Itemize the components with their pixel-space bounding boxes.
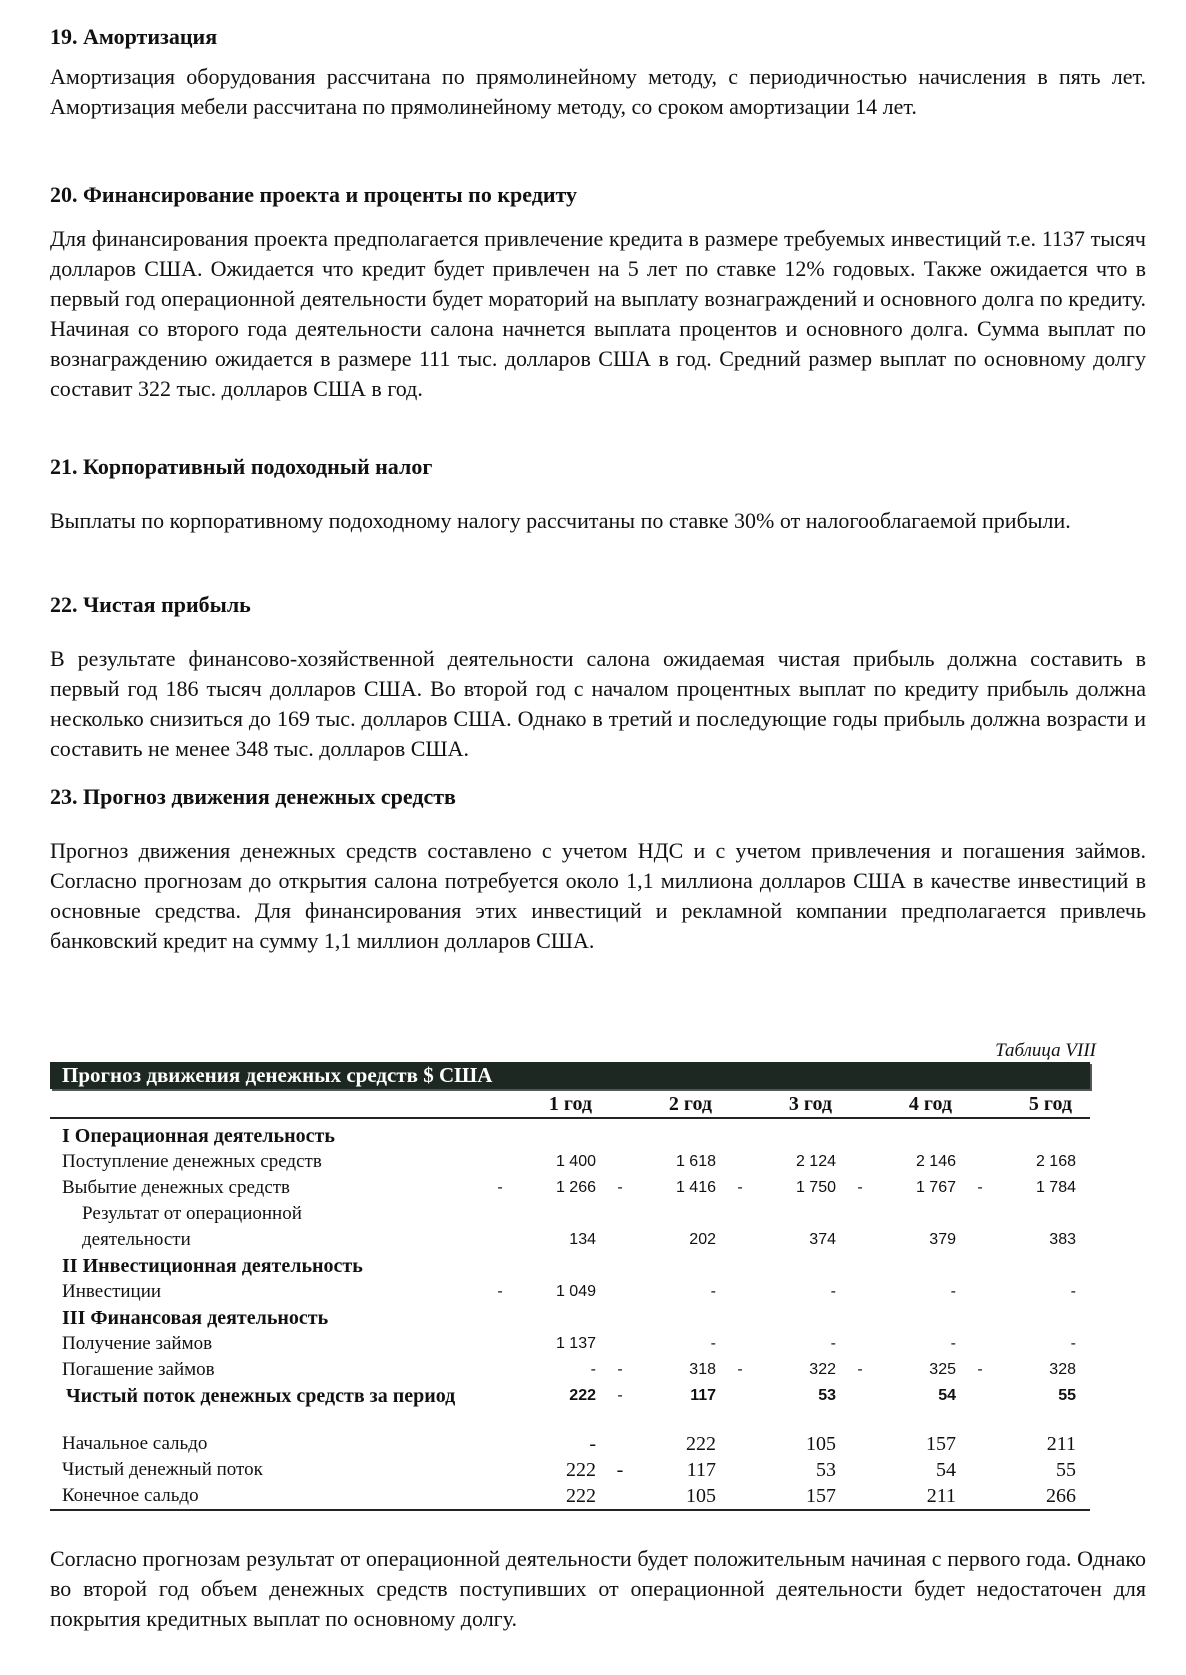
table-cell [730,1175,850,1201]
row-label: Погашение займов [62,1359,215,1380]
category-label: II Инвестиционная деятельность [62,1255,363,1277]
negative-sign [730,1331,750,1357]
negative-sign [730,1457,750,1483]
cell-value: - [950,1283,956,1300]
negative-sign: - [977,1361,983,1378]
row-label: Чистый денежный поток [62,1459,263,1480]
table-cell [490,1331,610,1357]
table-cell [730,1227,850,1253]
cell-value: 325 [929,1361,956,1378]
negative-sign [850,1383,870,1409]
negative-sign [610,1331,630,1357]
table-cell [490,1483,610,1509]
cell-value: 222 [569,1387,596,1404]
section-19 [50,22,1146,122]
cell-value: 53 [816,1459,836,1481]
paragraph-body: Согласно прогнозам результат от операционной деятельности будет положительным начиная с первого года. Однако во второй год объем денежных средств поступивших от операционной деятельности будет недостаточен для покрытия кредитных выплат по основному долгу. [50,1546,1146,1631]
cell-value: 1 767 [915,1179,956,1196]
negative-sign: - [616,1459,624,1481]
column-header: 2 год [668,1093,712,1115]
table-cell [490,1227,610,1253]
negative-sign [490,1457,510,1483]
negative-sign: - [497,1179,503,1196]
table-row [50,1201,1090,1253]
category-label: I Операционная деятельность [62,1125,335,1147]
cell-value: 211 [926,1485,956,1507]
section-heading: 21. Корпоративный подоходный налог [50,454,433,479]
negative-sign [490,1483,510,1509]
negative-sign: - [617,1387,623,1404]
section-heading: 23. Прогноз движения денежных средств [50,784,456,809]
cell-value: 374 [809,1231,836,1248]
negative-sign [850,1457,870,1483]
section-body: Выплаты по корпоративному подоходному налогу рассчитаны по ставке 30% от налогооблагаемой прибыли. [50,508,1071,533]
cell-value: - [1070,1335,1076,1352]
negative-sign [730,1149,750,1175]
cell-value: 202 [689,1231,716,1248]
cell-value: 1 618 [675,1153,716,1170]
table-cell [850,1357,970,1383]
table-cell [850,1483,970,1509]
table-cell [610,1483,730,1509]
table-cell [970,1149,1090,1175]
cell-value: - [950,1335,956,1352]
negative-sign [970,1457,990,1483]
negative-sign [490,1227,510,1253]
section-body: Амортизация оборудования рассчитана по прямолинейному методу, с периодичностью начисления в пять лет. Амортизация мебели рассчитана по прямолинейному методу, со сроком амортизации 14 лет. [50,64,1146,119]
negative-sign [490,1357,510,1383]
table-cell [490,1431,610,1457]
negative-sign [850,1227,870,1253]
table-cell [850,1383,970,1409]
table-cell [970,1175,1090,1201]
cell-value: - [589,1433,596,1455]
section-heading: 19. Амортизация [50,24,218,49]
table-cell [610,1331,730,1357]
table-cell [730,1331,850,1357]
cell-value: 211 [1046,1433,1076,1455]
cell-value: 1 416 [675,1179,716,1196]
table-cell [730,1431,850,1457]
cell-value: 53 [818,1387,836,1404]
cell-value: 117 [690,1387,716,1404]
cell-value: 54 [938,1387,956,1404]
table-cell [970,1483,1090,1509]
row-label: Начальное сальдо [62,1433,208,1454]
section-21 [50,452,1146,536]
table-category-row [50,1123,1090,1149]
cell-value: 318 [689,1361,716,1378]
table-row [50,1431,1090,1457]
negative-sign [970,1383,990,1409]
section-heading: 22. Чистая прибыль [50,592,251,617]
negative-sign: - [977,1179,983,1196]
row-label-line: Результат от операционной [82,1203,302,1224]
cell-value: 1 266 [555,1179,596,1196]
row-label [50,1201,490,1253]
table-row [50,1457,1090,1483]
cell-value: 2 124 [795,1153,836,1170]
table-cell [610,1457,730,1483]
table-cell [490,1457,610,1483]
negative-sign [730,1431,750,1457]
negative-sign [850,1279,870,1305]
table-cell [730,1457,850,1483]
table-row [50,1383,1090,1409]
table-cell [490,1383,610,1409]
table-cell [970,1383,1090,1409]
table-cell [610,1175,730,1201]
negative-sign: - [857,1361,863,1378]
table-cell [730,1357,850,1383]
table-cell [850,1431,970,1457]
table-row [50,1483,1090,1511]
final-paragraph [50,1544,1146,1634]
table-cell [970,1227,1090,1253]
cell-value: 2 146 [915,1153,956,1170]
section-body: В результате финансово-хозяйственной деятельности салона ожидаемая чистая прибыль должна составить в первый год 186 тысяч долларов США. Во второй год с началом процентных выплат по кредиту прибыль должна несколько снизиться до 169 тыс. долларов США. Однако в третий и последующие годы прибыль должна возрасти и составить не менее 348 тыс. долларов США. [50,646,1146,761]
negative-sign [850,1483,870,1509]
row-label-line: деятельности [82,1229,191,1250]
negative-sign [610,1279,630,1305]
cell-value: - [710,1335,716,1352]
table-row [50,1331,1090,1357]
cell-value: 1 049 [555,1283,596,1300]
negative-sign [490,1331,510,1357]
negative-sign [490,1383,510,1409]
table-cell [610,1279,730,1305]
row-label: Конечное сальдо [62,1485,199,1506]
row-label: Инвестиции [62,1281,162,1302]
negative-sign: - [617,1361,623,1378]
table-cell [970,1457,1090,1483]
cell-value: 322 [809,1361,836,1378]
table-row [50,1175,1090,1201]
cell-value: 1 400 [555,1153,596,1170]
row-label: Чистый поток денежных средств за период [66,1385,456,1407]
table-title: Прогноз движения денежных средств $ США [50,1062,1090,1089]
row-label: Получение займов [62,1333,213,1354]
table-column-headers [50,1089,1090,1119]
table-row [50,1357,1090,1383]
negative-sign [730,1483,750,1509]
table-cell [850,1149,970,1175]
row-label: Выбытие денежных средств [62,1177,291,1198]
section-23 [50,782,1146,956]
table-cell [610,1383,730,1409]
column-header: 4 год [908,1093,952,1115]
table-cell [850,1331,970,1357]
table-cell [730,1149,850,1175]
cell-value: 1 784 [1035,1179,1076,1196]
table-category-row [50,1305,1090,1331]
cell-value: 117 [686,1459,716,1481]
table-cell [850,1457,970,1483]
category-label: III Финансовая деятельность [62,1307,329,1329]
negative-sign [730,1227,750,1253]
cell-value: 157 [806,1485,836,1507]
negative-sign [850,1431,870,1457]
cell-value: 157 [926,1433,956,1455]
negative-sign: - [497,1283,503,1300]
section-22 [50,590,1146,764]
negative-sign [610,1149,630,1175]
negative-sign: - [617,1179,623,1196]
table-cell [970,1357,1090,1383]
negative-sign [850,1149,870,1175]
negative-sign [490,1431,510,1457]
table-cell [610,1149,730,1175]
cell-value: 105 [686,1485,716,1507]
table-cell [970,1279,1090,1305]
table-cell [490,1149,610,1175]
table-cell [730,1279,850,1305]
section-body: Прогноз движения денежных средств составлено с учетом НДС и с учетом привлечения и погашения займов. Согласно прогнозам до открытия салона потребуется около 1,1 миллиона долларов США в качестве инвестиций в основные средства. Для финансирования этих инвестиций и рекламной компании предполагается привлечь банковский кредит на сумму 1,1 миллион долларов США. [50,838,1146,953]
negative-sign [970,1331,990,1357]
negative-sign [730,1279,750,1305]
negative-sign: - [737,1361,743,1378]
table-cell [730,1483,850,1509]
table-cell [610,1227,730,1253]
table-cell [970,1431,1090,1457]
cell-value: 1 137 [555,1335,596,1352]
cell-value: - [1070,1283,1076,1300]
section-20 [50,180,1146,404]
table-cell [730,1383,850,1409]
table-cell [490,1357,610,1383]
cell-value: 55 [1058,1387,1076,1404]
row-label: Поступление денежных средств [62,1151,322,1172]
cell-value: 134 [569,1231,596,1248]
negative-sign [970,1279,990,1305]
negative-sign [610,1431,630,1457]
cell-value: - [830,1283,836,1300]
cell-value: 222 [566,1459,596,1481]
table-cell [970,1331,1090,1357]
negative-sign [850,1331,870,1357]
negative-sign [730,1383,750,1409]
cell-value: 266 [1046,1485,1076,1507]
cell-value: 328 [1049,1361,1076,1378]
table-cell [490,1279,610,1305]
column-header: 5 год [1028,1093,1072,1115]
cell-value: 2 168 [1035,1153,1076,1170]
cashflow-table [50,1062,1090,1511]
negative-sign: - [737,1179,743,1196]
section-body: Для финансирования проекта предполагается привлечение кредита в размере требуемых инвестиций т.е. 1137 тысяч долларов США. Ожидается что кредит будет привлечен на 5 лет по ставке 12% годовых. Также ожидается что в первый год операционной деятельности будет мораторий на выплату вознаграждений и основного долга по кредиту. Начиная со второго года деятельности салона начнется выплата процентов и основного долга. Сумма выплат по вознаграждению ожидается в размере 111 тыс. долларов США в год. Средний размер выплат по основному долгу составит 322 тыс. долларов США в год. [50,226,1146,401]
cell-value: 222 [686,1433,716,1455]
column-header: 3 год [788,1093,832,1115]
cell-value: - [590,1361,596,1378]
table-row [50,1279,1090,1305]
cell-value: 105 [806,1433,836,1455]
table-cell [850,1279,970,1305]
cell-value: 55 [1056,1459,1076,1481]
table-caption: Таблица VIII [995,1040,1096,1061]
table-row [50,1149,1090,1175]
negative-sign [610,1227,630,1253]
negative-sign [970,1483,990,1509]
column-header: 1 год [548,1093,592,1115]
cell-value: 383 [1049,1231,1076,1248]
table-cell [850,1175,970,1201]
cell-value: 54 [936,1459,956,1481]
cell-value: 222 [566,1485,596,1507]
table-category-row [50,1253,1090,1279]
table-cell [610,1357,730,1383]
cell-value: - [710,1283,716,1300]
table-cell [850,1227,970,1253]
section-heading: 20. Финансирование проекта и проценты по кредиту [50,182,578,207]
negative-sign [970,1149,990,1175]
negative-sign: - [857,1179,863,1196]
cell-value: 1 750 [795,1179,836,1196]
cell-value: 379 [929,1231,956,1248]
negative-sign [490,1149,510,1175]
negative-sign [970,1227,990,1253]
negative-sign [970,1431,990,1457]
cell-value: - [830,1335,836,1352]
table-cell [610,1431,730,1457]
negative-sign [610,1483,630,1509]
table-cell [490,1175,610,1201]
